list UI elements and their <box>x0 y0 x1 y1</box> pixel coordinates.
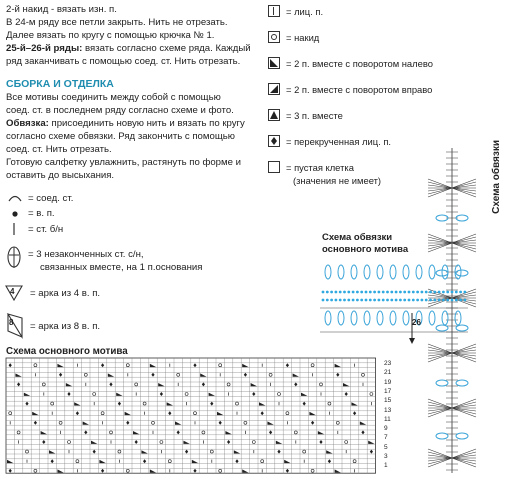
cluster-mark <box>442 265 448 279</box>
cluster-mark <box>403 265 409 279</box>
row-26-label: 26 <box>412 318 421 327</box>
fan-line <box>428 402 452 408</box>
chain-mark <box>395 299 398 302</box>
chain-mark <box>322 299 325 302</box>
chain-mark <box>373 299 376 302</box>
chain-mark <box>408 299 411 302</box>
k2tog-left-symbol <box>268 57 280 69</box>
cluster-mark <box>364 311 370 325</box>
chain-mark <box>399 291 402 294</box>
legend-chain: = в. п. <box>28 208 55 219</box>
fan-line <box>452 408 476 414</box>
fan-line <box>452 182 476 188</box>
cluster-mark <box>456 433 468 439</box>
chain-mark <box>369 291 372 294</box>
assembly-p3-1: Готовую салфетку увлажнить, растянуть по форме и <box>6 157 241 168</box>
chain-mark <box>322 291 325 294</box>
cluster-mark <box>364 265 370 279</box>
chain-mark <box>438 291 441 294</box>
chain-mark <box>412 299 415 302</box>
slip-stitch-icon <box>8 193 22 203</box>
assembly-p2-text: присоединить новую нить и вязать по кругу <box>48 118 245 129</box>
cluster-mark <box>455 311 461 325</box>
legend-arch4: = арка из 4 в. п. <box>30 288 101 299</box>
chain-mark <box>433 299 436 302</box>
chain-mark <box>360 299 363 302</box>
arrow-head <box>409 338 415 344</box>
cluster-mark <box>456 380 468 386</box>
cluster-mark <box>351 311 357 325</box>
cluster-mark <box>442 311 448 325</box>
chain-mark <box>335 291 338 294</box>
fan-line <box>452 188 476 194</box>
knit-symbol <box>268 5 280 17</box>
fan-line <box>452 458 476 464</box>
legend-slip: = соед. ст. <box>28 193 74 204</box>
assembly-p1-1: Все мотивы соединить между собой с помощью <box>6 92 221 103</box>
assembly-p1-2: соед. ст. в последнем ряду согласно схеме и фото. <box>6 105 234 116</box>
chain-mark <box>464 299 467 302</box>
k3tog-symbol <box>268 109 280 121</box>
fan-line <box>452 237 476 243</box>
main-motif-chart <box>6 358 386 476</box>
assembly-p2-2: согласно схеме обвязки. Ряд закончить с помощью <box>6 131 235 142</box>
cluster-mark <box>325 311 331 325</box>
cluster-mark <box>390 265 396 279</box>
chain-mark <box>347 299 350 302</box>
row-number: 3 <box>384 453 388 460</box>
cluster-mark <box>338 311 344 325</box>
k2tog-right-symbol <box>268 83 280 95</box>
chain-mark <box>347 291 350 294</box>
fan-line <box>428 452 452 458</box>
row-number: 7 <box>384 434 388 442</box>
chain-mark <box>330 299 333 302</box>
chain-mark <box>352 299 355 302</box>
motif-edging-title-2: основного мотива <box>322 244 409 255</box>
chain-mark <box>378 299 381 302</box>
chain-mark <box>395 291 398 294</box>
arch-8-number: 8 <box>9 318 14 327</box>
cluster-mark <box>325 265 331 279</box>
legend-twisted: = перекрученная лиц. п. <box>286 136 392 147</box>
cluster-mark <box>416 265 422 279</box>
chain-mark <box>399 299 402 302</box>
chain-mark <box>365 291 368 294</box>
row-number: 23 <box>384 360 392 367</box>
twisted-knit-symbol <box>268 135 280 147</box>
row-number: 5 <box>384 443 388 451</box>
cluster-mark <box>377 265 383 279</box>
assembly-p2-1 <box>6 118 245 130</box>
chain-mark <box>416 299 419 302</box>
row-number: 17 <box>384 387 392 395</box>
chain-icon <box>11 210 19 218</box>
cluster-mark <box>429 311 435 325</box>
single-crochet-icon <box>12 223 16 236</box>
chain-mark <box>429 299 432 302</box>
chain-mark <box>451 291 454 294</box>
cluster-mark <box>403 311 409 325</box>
chain-mark <box>356 291 359 294</box>
chain-mark <box>330 291 333 294</box>
chain-mark <box>408 291 411 294</box>
text-line-3: Далее вязать по кругу с помощью крючка № 1. <box>6 30 215 41</box>
chain-mark <box>412 291 415 294</box>
legend-knit: = лиц. п. <box>286 6 324 17</box>
row-number: 11 <box>384 415 391 423</box>
chain-mark <box>339 299 342 302</box>
fan-line <box>428 408 452 414</box>
legend-cluster-1: = 3 незаконченных ст. с/н, <box>28 249 144 260</box>
chain-mark <box>464 291 467 294</box>
edging-chart-title: Схема обвязки <box>491 140 502 214</box>
chain-mark <box>382 291 385 294</box>
chain-mark <box>438 299 441 302</box>
chain-mark <box>382 299 385 302</box>
chain-mark <box>378 291 381 294</box>
edging-label: Обвязка: <box>6 118 49 129</box>
arch-4-number: 4 <box>10 287 15 296</box>
chain-mark <box>373 291 376 294</box>
cluster-mark <box>436 380 448 386</box>
cluster-mark <box>429 265 435 279</box>
chain-mark <box>425 299 428 302</box>
fan-line <box>452 402 476 408</box>
legend-arch8: = арка из 8 в. п. <box>30 321 101 332</box>
row-number: 19 <box>384 378 392 386</box>
chain-mark <box>421 299 424 302</box>
chain-mark <box>356 299 359 302</box>
assembly-heading: СБОРКА И ОТДЕЛКА <box>6 78 114 90</box>
chain-mark <box>386 299 389 302</box>
chain-mark <box>360 291 363 294</box>
chain-mark <box>326 299 329 302</box>
chain-mark <box>335 299 338 302</box>
assembly-p2-3: соед. ст. Нить отрезать. <box>6 144 112 155</box>
cluster-mark <box>390 311 396 325</box>
chain-mark <box>352 291 355 294</box>
cluster-mark <box>455 265 461 279</box>
text-line-2: В 24-м ряду все петли закрыть. Нить не отрезать. <box>6 17 228 28</box>
legend-k2tog-left: = 2 п. вместе с поворотом налево <box>286 58 433 69</box>
row-number: 15 <box>384 397 392 405</box>
chain-mark <box>429 291 432 294</box>
legend-k2tog-right: = 2 п. вместе с поворотом вправо <box>286 84 433 95</box>
row-number: 9 <box>384 425 388 433</box>
chain-mark <box>451 299 454 302</box>
legend-empty-1: = пустая клетка <box>286 162 354 173</box>
chain-mark <box>455 291 458 294</box>
cluster-mark <box>377 311 383 325</box>
chain-mark <box>403 299 406 302</box>
text-line-1: 2-й накид - вязать изн. п. <box>6 4 117 15</box>
chain-mark <box>459 299 462 302</box>
chain-mark <box>390 299 393 302</box>
chain-mark <box>442 299 445 302</box>
chain-mark <box>365 299 368 302</box>
empty-cell-symbol <box>268 161 280 173</box>
chain-mark <box>339 291 342 294</box>
chain-mark <box>326 291 329 294</box>
cluster-mark <box>436 433 448 439</box>
motif-edging-title-1: Схема обвязки <box>322 232 393 243</box>
cluster-mark <box>351 265 357 279</box>
chain-mark <box>369 299 372 302</box>
main-chart-title: Схема основного мотива <box>6 346 128 357</box>
row-number: 21 <box>384 369 392 377</box>
legend-k3tog: = 3 п. вместе <box>286 110 343 121</box>
chain-mark <box>343 299 346 302</box>
chain-mark <box>446 291 449 294</box>
chain-mark <box>442 291 445 294</box>
rows-25-26-label: 25-й–26-й ряды: <box>6 43 83 54</box>
cluster-icon <box>6 246 22 270</box>
chain-mark <box>421 291 424 294</box>
rows-25-26-paragraph <box>6 43 251 55</box>
legend-empty-2: (значения не имеет) <box>293 175 382 186</box>
fan-line <box>428 458 452 464</box>
chain-mark <box>455 299 458 302</box>
legend-sc: = ст. б/н <box>28 224 64 235</box>
legend-cluster-2: связанных вместе, на 1 п.основания <box>40 262 203 273</box>
chain-mark <box>425 291 428 294</box>
chain-mark <box>386 291 389 294</box>
fan-line <box>428 237 452 243</box>
cluster-mark <box>338 265 344 279</box>
chain-mark <box>343 291 346 294</box>
yarn-over-symbol <box>268 31 280 43</box>
chain-mark <box>416 291 419 294</box>
row-number: 1 <box>384 462 388 470</box>
chain-mark <box>446 299 449 302</box>
assembly-p3-2: оставить до высыхания. <box>6 170 115 181</box>
fan-line <box>428 182 452 188</box>
chain-mark <box>433 291 436 294</box>
fan-line <box>428 188 452 194</box>
rows-25-26-text-2: ряд заканчивать с помощью соед. ст. Нить отрезать. <box>6 56 241 67</box>
legend-yo: = накид <box>286 32 320 43</box>
chain-mark <box>390 291 393 294</box>
chain-mark <box>403 291 406 294</box>
chain-mark <box>459 291 462 294</box>
fan-line <box>452 452 476 458</box>
rows-25-26-text: вязать согласно схеме ряда. Каждый <box>82 43 251 54</box>
row-number: 13 <box>384 406 392 414</box>
motif-edging-chart <box>320 258 470 348</box>
